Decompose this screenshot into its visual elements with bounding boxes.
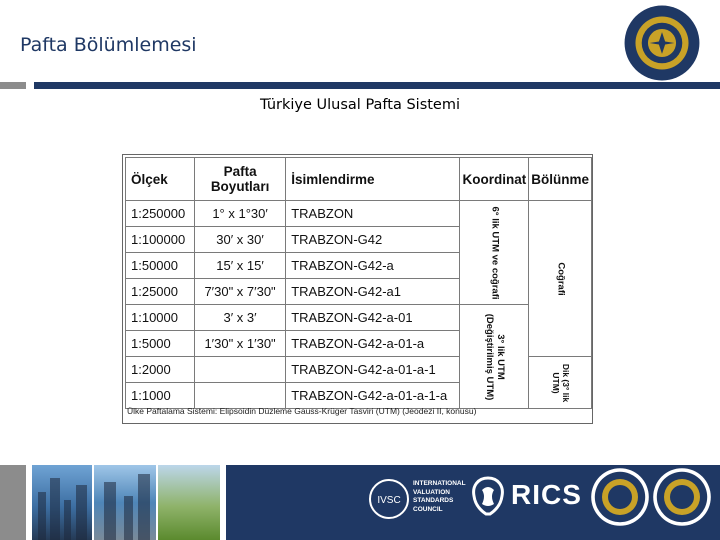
coord-group-1-label: 6° lik UTM ve coğrafi <box>489 205 501 300</box>
ivsc-logo <box>368 478 410 520</box>
rics-lion-icon <box>468 474 508 518</box>
landscape-photo <box>158 465 220 540</box>
coord-group-2-label <box>483 313 505 400</box>
cell-size: 3′ x 3′ <box>194 305 285 331</box>
division-group-perpendicular <box>529 357 592 409</box>
cell-naming: TRABZON-G42-a <box>286 253 460 279</box>
header-naming: İsimlendirme <box>286 158 460 201</box>
title-rule-accent <box>0 82 26 89</box>
header-scale: Ölçek <box>126 158 195 201</box>
header-division: Bölünme <box>529 158 592 201</box>
city-skyline-photo <box>32 465 92 540</box>
cell-size <box>194 383 285 409</box>
cell-scale: 1:10000 <box>126 305 195 331</box>
table-row <box>126 305 592 331</box>
division-group-2-line2: UTM) <box>551 371 562 394</box>
footer-accent <box>0 465 26 540</box>
slide-subtitle: Türkiye Ulusal Pafta Sistemi <box>259 97 461 113</box>
cell-scale: 1:50000 <box>126 253 195 279</box>
coord-group-utm6 <box>460 201 529 305</box>
coord-group-2-line2: (Değiştirilmiş UTM) <box>484 313 496 400</box>
cell-size: 1′30" x 1′30" <box>194 331 285 357</box>
cell-scale: 1:1000 <box>126 383 195 409</box>
university-seal-small-1 <box>590 467 650 527</box>
university-seal-small-2 <box>652 467 712 527</box>
title-rule <box>34 82 720 89</box>
division-group-2-line1: Dik (3° lik <box>560 363 571 402</box>
table-header-row <box>126 158 592 201</box>
pafta-grid <box>125 157 592 409</box>
cell-scale: 1:5000 <box>126 331 195 357</box>
coord-group-2-line1: 3° lik UTM <box>495 333 507 380</box>
ivsc-line1: INTERNATIONAL <box>413 480 466 487</box>
cell-size: 15′ x 15′ <box>194 253 285 279</box>
division-group-geographic <box>529 201 592 357</box>
cell-naming: TRABZON-G42-a-01-a-1 <box>286 357 460 383</box>
cell-naming: TRABZON-G42-a-01-a-1-a <box>286 383 460 409</box>
cell-size: 1° x 1°30′ <box>194 201 285 227</box>
ivsc-line3: STANDARDS <box>413 497 454 504</box>
coord-group-utm3 <box>460 305 529 409</box>
table-row <box>126 201 592 227</box>
pafta-table <box>122 154 593 424</box>
cell-size: 30′ x 30′ <box>194 227 285 253</box>
towers-photo <box>94 465 156 540</box>
cell-scale: 1:100000 <box>126 227 195 253</box>
cell-naming: TRABZON-G42-a-01 <box>286 305 460 331</box>
cell-scale: 1:25000 <box>126 279 195 305</box>
cell-naming: TRABZON-G42-a-01-a <box>286 331 460 357</box>
ivsc-name <box>413 480 466 514</box>
division-group-1-label: Coğrafi <box>555 261 567 296</box>
university-seal-logo <box>623 4 701 82</box>
cell-naming: TRABZON-G42-a1 <box>286 279 460 305</box>
cell-naming: TRABZON <box>286 201 460 227</box>
division-group-2-label <box>550 363 570 401</box>
cell-size <box>194 357 285 383</box>
cell-naming: TRABZON-G42 <box>286 227 460 253</box>
cell-scale: 1:2000 <box>126 357 195 383</box>
ivsc-line4: COUNCIL <box>413 505 443 513</box>
rics-logo-text: RICS <box>511 479 582 510</box>
cell-size: 7′30" x 7′30" <box>194 279 285 305</box>
table-footnote: Ülke Paftalama Sistemi: Elipsoidin Düzleme Gauss-Krüger Tasviri (UTM) (Jeodezi II, konusu) <box>127 406 477 416</box>
slide-title: Pafta Bölümlemesi <box>20 34 197 56</box>
ivsc-mark: IVSC <box>377 495 401 506</box>
header-size: Pafta Boyutları <box>194 158 285 201</box>
header-coordinate: Koordinat <box>460 158 529 201</box>
cell-scale: 1:250000 <box>126 201 195 227</box>
ivsc-line2: VALUATION <box>413 488 450 496</box>
